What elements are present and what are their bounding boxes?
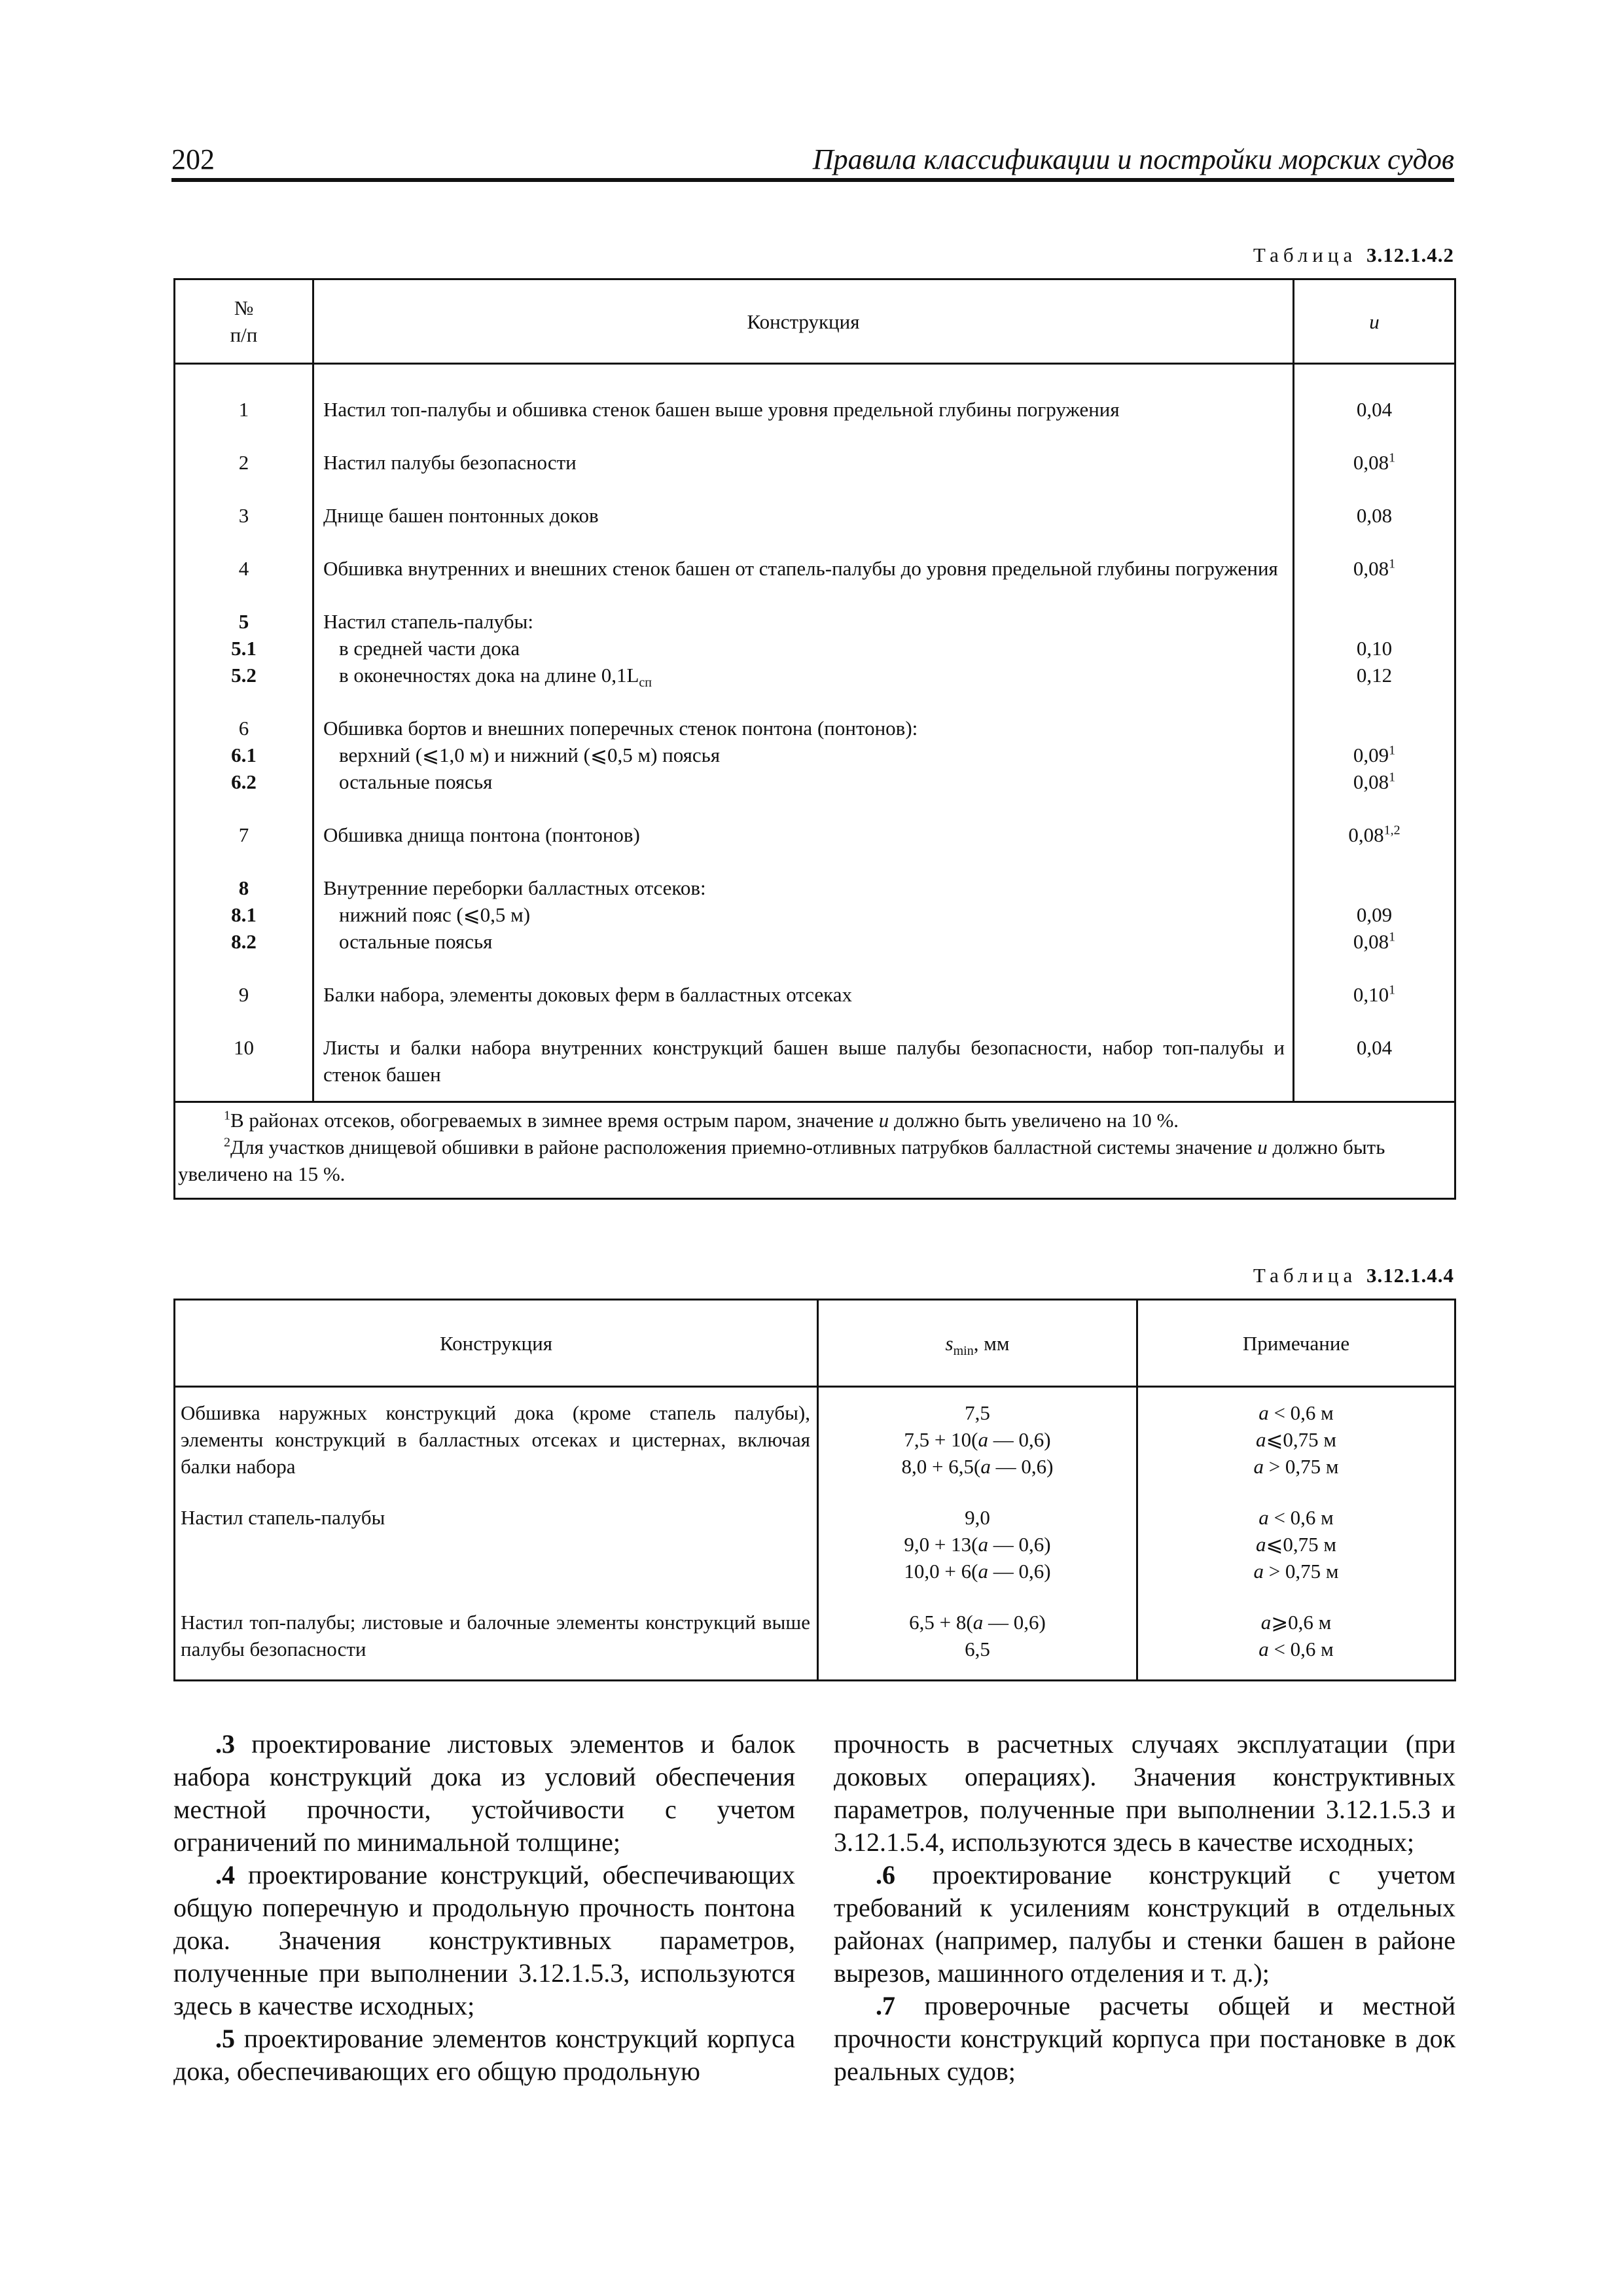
table1-cell-number [175, 1009, 313, 1102]
row-number: 4 [238, 557, 249, 580]
table1-header-row [175, 279, 1455, 364]
table2-cell-construction: Настил стапель-палубы [175, 1480, 818, 1585]
body-paragraph: .7 проверочные расчеты общей и местной прочности конструкций корпуса при постановке в док реальных судов; [834, 1991, 1455, 2086]
smin-formula: 10,0 + 6(a — 0,6) [904, 1560, 1051, 1583]
table1-cell-number [175, 956, 313, 1009]
u-value [1295, 928, 1454, 955]
table1-header-u [1294, 279, 1455, 364]
table1-row [175, 1009, 1455, 1102]
table1-cell-construction [313, 364, 1294, 424]
footnote-1-text-a: В районах отсеков, обогреваемых в зимнее время острым паром, значение [230, 1109, 879, 1132]
table1-row [175, 689, 1455, 796]
table1-header-number-pp: п/п [230, 323, 258, 346]
table1-cell-u [1294, 849, 1455, 956]
variable-a: a [978, 1560, 988, 1583]
row-number: 6.2 [231, 770, 257, 793]
table1-cell-construction [313, 956, 1294, 1009]
body-column-left [173, 1728, 795, 2088]
note-condition: a⩽0,75 м [1255, 1533, 1337, 1556]
table1-cell-u [1294, 423, 1455, 476]
variable-a: a [972, 1611, 984, 1634]
construction-text: Днище башен понтонных доков [323, 504, 599, 527]
u-value [1295, 901, 1454, 928]
variable-a: a [978, 1533, 988, 1556]
u-value-number: 0,08 [1353, 930, 1389, 953]
construction-subitem: остальные поясья [339, 930, 493, 953]
u-value-number: 0,08 [1348, 823, 1384, 846]
body-column-right [834, 1728, 1455, 2088]
table1-cell-u [1294, 476, 1455, 529]
table1-cell-number [175, 849, 313, 956]
table-3-12-1-4-2 [173, 278, 1456, 1200]
table1-header-number-sign: № [234, 296, 254, 319]
body-paragraph: .6 проектирование конструкций с учетом требований к усилениям конструкций в отдельных районах (например, палубы и стенки башен в районе вырезов, машинного отделения и т. д.); [834, 1860, 1455, 1988]
u-value-number: 0,08 [1353, 770, 1389, 793]
table2-cell-smin [818, 1585, 1137, 1681]
body-paragraph: прочность в расчетных случаях эксплуатации (при доковых операциях). Значения конструктивных параметров, полученные при выполнении 3.12.1.5.3 и 3.12.1.5.4, используются здесь в качестве исходных; [834, 1729, 1455, 1857]
variable-a: a [978, 1428, 988, 1451]
row-number: 8.1 [231, 903, 257, 926]
u-footnote-ref: 1 [1389, 929, 1396, 944]
header-rule [171, 178, 1454, 182]
note-condition: a⩽0,75 м [1255, 1428, 1337, 1451]
u-footnote-ref: 1 [1389, 450, 1396, 465]
table1-row [175, 583, 1455, 689]
construction-subitem-text: в оконечностях дока на длине 0,1L [339, 664, 639, 687]
table2-caption-number: 3.12.1.4.4 [1366, 1264, 1454, 1287]
u-value [1295, 662, 1454, 689]
construction-text: Настил стапель-палубы: [323, 610, 533, 633]
table1-notes-row [175, 1102, 1455, 1199]
row-number: 5 [238, 610, 249, 633]
table1-cell-number [175, 689, 313, 796]
table1-cell-u [1294, 689, 1455, 796]
note-condition: a < 0,6 м [1258, 1506, 1334, 1529]
running-title: Правила классификации и постройки морских судов [812, 143, 1454, 175]
item-number: .3 [215, 1729, 235, 1759]
table2-header-note: Примечание [1137, 1300, 1455, 1387]
table2-cell-construction: Настил топ-палубы; листовые и балочные элементы конструкций выше палубы безопасности [175, 1585, 818, 1681]
table1-row [175, 529, 1455, 583]
footnote-1-mark: 1 [224, 1108, 230, 1123]
table2-header-construction: Конструкция [175, 1300, 818, 1387]
footnote-2-var: u [1257, 1136, 1268, 1158]
u-value [1295, 608, 1454, 635]
table2-header-s-unit: , мм [973, 1331, 1010, 1355]
table2-cell-construction: Обшивка наружных конструкций дока (кроме стапель палубы), элементы конструкций в балластных отсеках и цистернах, включая балки набора [175, 1387, 818, 1481]
table1-caption-number: 3.12.1.4.2 [1366, 243, 1454, 266]
table2-cell-smin [818, 1387, 1137, 1481]
footnote-1-var: u [878, 1109, 889, 1132]
table2-header-s-sub: min [953, 1343, 974, 1358]
table1-cell-construction [313, 796, 1294, 849]
construction-text: Обшивка днища понтона (понтонов) [323, 823, 640, 846]
construction-text: Настил топ-палубы и обшивка стенок башен выше уровня предельной глубины погружения [323, 398, 1120, 421]
row-number: 5.1 [231, 637, 257, 660]
u-footnote-ref: 1 [1389, 743, 1396, 758]
variable-a: a [1258, 1506, 1269, 1529]
body-paragraph: .4 проектирование конструкций, обеспечивающих общую поперечную и продольную прочность понтона дока. Значения конструктивных параметров, полученные при выполнении 3.12.1.5.3, используются здесь в качестве исходных; [173, 1860, 795, 2020]
footnote-2-text-b: должно быть [1267, 1136, 1385, 1158]
table2-cell-note [1137, 1480, 1455, 1585]
body-paragraph: .3 проектирование листовых элементов и балок набора конструкций дока из условий обеспечения местной прочности, устойчивости с учетом ограничений по минимальной толщине; [173, 1729, 795, 1857]
table1-cell-number [175, 423, 313, 476]
construction-text: Балки набора, элементы доковых ферм в балластных отсеках [323, 983, 852, 1006]
variable-a: a [1253, 1560, 1264, 1583]
variable-a: a [980, 1455, 991, 1478]
table1-notes [175, 1102, 1455, 1199]
table1-header-u-var: u [1369, 310, 1380, 333]
row-number: 3 [238, 504, 249, 527]
table1-row [175, 476, 1455, 529]
table1-row [175, 956, 1455, 1009]
table1-cell-construction [313, 583, 1294, 689]
row-number: 9 [238, 983, 249, 1006]
u-value [1295, 555, 1454, 582]
table1-cell-number [175, 529, 313, 583]
table1-caption [1253, 243, 1454, 267]
item-number: .7 [876, 1991, 895, 2020]
item-number: .4 [215, 1860, 235, 1890]
table1-cell-u [1294, 796, 1455, 849]
construction-subitem: нижний пояс (⩽0,5 м) [339, 903, 531, 926]
table2-cell-note [1137, 1387, 1455, 1481]
table1-cell-construction [313, 689, 1294, 796]
table-3-12-1-4-4 [173, 1299, 1456, 1681]
u-value-number: 0,08 [1353, 557, 1389, 580]
u-value [1295, 981, 1454, 1008]
construction-subitem: верхний (⩽1,0 м) и нижний (⩽0,5 м) поясья [339, 744, 721, 766]
row-number: 1 [238, 398, 249, 421]
u-value [1295, 396, 1454, 423]
u-value [1295, 768, 1454, 795]
table1-cell-construction [313, 529, 1294, 583]
note-condition: a⩾0,6 м [1260, 1611, 1332, 1634]
u-value [1295, 449, 1454, 476]
u-value [1295, 635, 1454, 662]
table1-cell-construction [313, 849, 1294, 956]
footnote-2 [178, 1134, 1454, 1160]
u-value [1295, 715, 1454, 742]
table1-cell-number [175, 796, 313, 849]
table1-cell-u [1294, 583, 1455, 689]
smin-formula: 6,5 + 8(a — 0,6) [909, 1611, 1046, 1634]
footnote-2-cont: увеличено на 15 %. [178, 1162, 346, 1185]
construction-subitem: остальные поясья [339, 770, 493, 793]
variable-a: a [1260, 1611, 1272, 1634]
table1-cell-number [175, 364, 313, 424]
variable-a: a [1258, 1638, 1269, 1660]
construction-subitem: в средней части дока [339, 637, 520, 660]
footnote-2-text-a: Для участков днищевой обшивки в районе расположения приемно-отливных патрубков балластной системы значение [230, 1136, 1258, 1158]
page-number: 202 [171, 143, 215, 175]
u-value [1295, 874, 1454, 901]
row-number: 8 [238, 876, 249, 899]
u-value-number: 0,12 [1356, 664, 1393, 687]
table1-cell-number [175, 476, 313, 529]
table1-row [175, 849, 1455, 956]
footnote-1-text-b: должно быть увеличено на 10 %. [889, 1109, 1179, 1132]
construction-text: Листы и балки набора внутренних конструкций башен выше палубы безопасности, набор топ-палубы и стенок башен [323, 1036, 1285, 1086]
table2-row [175, 1387, 1455, 1481]
table2-caption-word: Таблица [1253, 1264, 1357, 1287]
table1-cell-u [1294, 956, 1455, 1009]
row-number: 10 [234, 1036, 254, 1059]
u-footnote-ref: 1 [1389, 556, 1396, 571]
note-condition: a > 0,75 м [1253, 1560, 1339, 1583]
table2-header-row [175, 1300, 1455, 1387]
table1-header-construction: Конструкция [313, 279, 1294, 364]
table1-cell-u [1294, 1009, 1455, 1102]
construction-text: Обшивка бортов и внешних поперечных стенок понтона (понтонов): [323, 717, 918, 740]
u-value-number: 0,10 [1353, 983, 1389, 1006]
row-number: 2 [238, 451, 249, 474]
smin-formula: 6,5 [965, 1638, 990, 1660]
table1-cell-number [175, 583, 313, 689]
length-subscript: сп [639, 675, 652, 691]
construction-subitem [323, 662, 1285, 689]
u-value [1295, 1034, 1454, 1061]
u-value-number: 0,04 [1356, 1036, 1393, 1059]
table2-row [175, 1585, 1455, 1681]
u-footnote-ref: 1 [1389, 982, 1396, 997]
footnote-2-mark: 2 [224, 1135, 230, 1150]
u-value [1295, 502, 1454, 529]
table1-cell-construction [313, 1009, 1294, 1102]
smin-formula: 8,0 + 6,5(a — 0,6) [901, 1455, 1054, 1478]
table1-row [175, 796, 1455, 849]
table1-cell-construction [313, 476, 1294, 529]
table1-cell-u [1294, 529, 1455, 583]
u-value-number: 0,08 [1356, 504, 1393, 527]
table1-row [175, 364, 1455, 424]
item-number: .5 [215, 2024, 235, 2053]
note-condition: a < 0,6 м [1258, 1638, 1334, 1660]
table1-header-number [175, 279, 313, 364]
u-value-number: 0,08 [1353, 451, 1389, 474]
row-number: 8.2 [231, 930, 257, 953]
table2-caption [1253, 1264, 1454, 1287]
u-value-number: 0,10 [1356, 637, 1393, 660]
smin-formula: 7,5 + 10(a — 0,6) [904, 1428, 1051, 1451]
item-number: .6 [876, 1860, 895, 1890]
table1-cell-u [1294, 364, 1455, 424]
row-number: 7 [238, 823, 249, 846]
u-value [1295, 821, 1454, 848]
table2-row [175, 1480, 1455, 1585]
variable-a: a [1253, 1455, 1264, 1478]
construction-text: Настил палубы безопасности [323, 451, 577, 474]
smin-formula: 9,0 [965, 1506, 990, 1529]
note-condition: a < 0,6 м [1258, 1401, 1334, 1424]
row-number: 6 [238, 717, 249, 740]
u-footnote-ref: 1 [1389, 770, 1396, 785]
construction-text: Внутренние переборки балластных отсеков: [323, 876, 706, 899]
u-footnote-ref: 1,2 [1383, 823, 1400, 838]
variable-a: a [1255, 1428, 1266, 1451]
table1-cell-construction [313, 423, 1294, 476]
body-paragraph: .5 проектирование элементов конструкций корпуса дока, обеспечивающих его общую продольную [173, 2024, 795, 2086]
variable-a: a [1258, 1401, 1269, 1424]
row-number: 5.2 [231, 664, 257, 687]
table2-cell-smin [818, 1480, 1137, 1585]
smin-formula: 7,5 [965, 1401, 990, 1424]
table2-header-s-var: s [945, 1331, 954, 1355]
row-number: 6.1 [231, 744, 257, 766]
smin-formula: 9,0 + 13(a — 0,6) [904, 1533, 1051, 1556]
table1-caption-word: Таблица [1253, 243, 1357, 266]
note-condition: a > 0,75 м [1253, 1455, 1339, 1478]
construction-text: Обшивка внутренних и внешних стенок башен от стапель-палубы до уровня предельной глубины погружения [323, 557, 1278, 580]
u-value-number: 0,04 [1356, 398, 1393, 421]
u-value [1295, 742, 1454, 768]
footnote-1 [178, 1107, 1454, 1134]
table2-header-smin [818, 1300, 1137, 1387]
variable-a: a [1255, 1533, 1266, 1556]
u-value-number: 0,09 [1356, 903, 1393, 926]
table2-cell-note [1137, 1585, 1455, 1681]
table1-row [175, 423, 1455, 476]
u-value-number: 0,09 [1353, 744, 1389, 766]
